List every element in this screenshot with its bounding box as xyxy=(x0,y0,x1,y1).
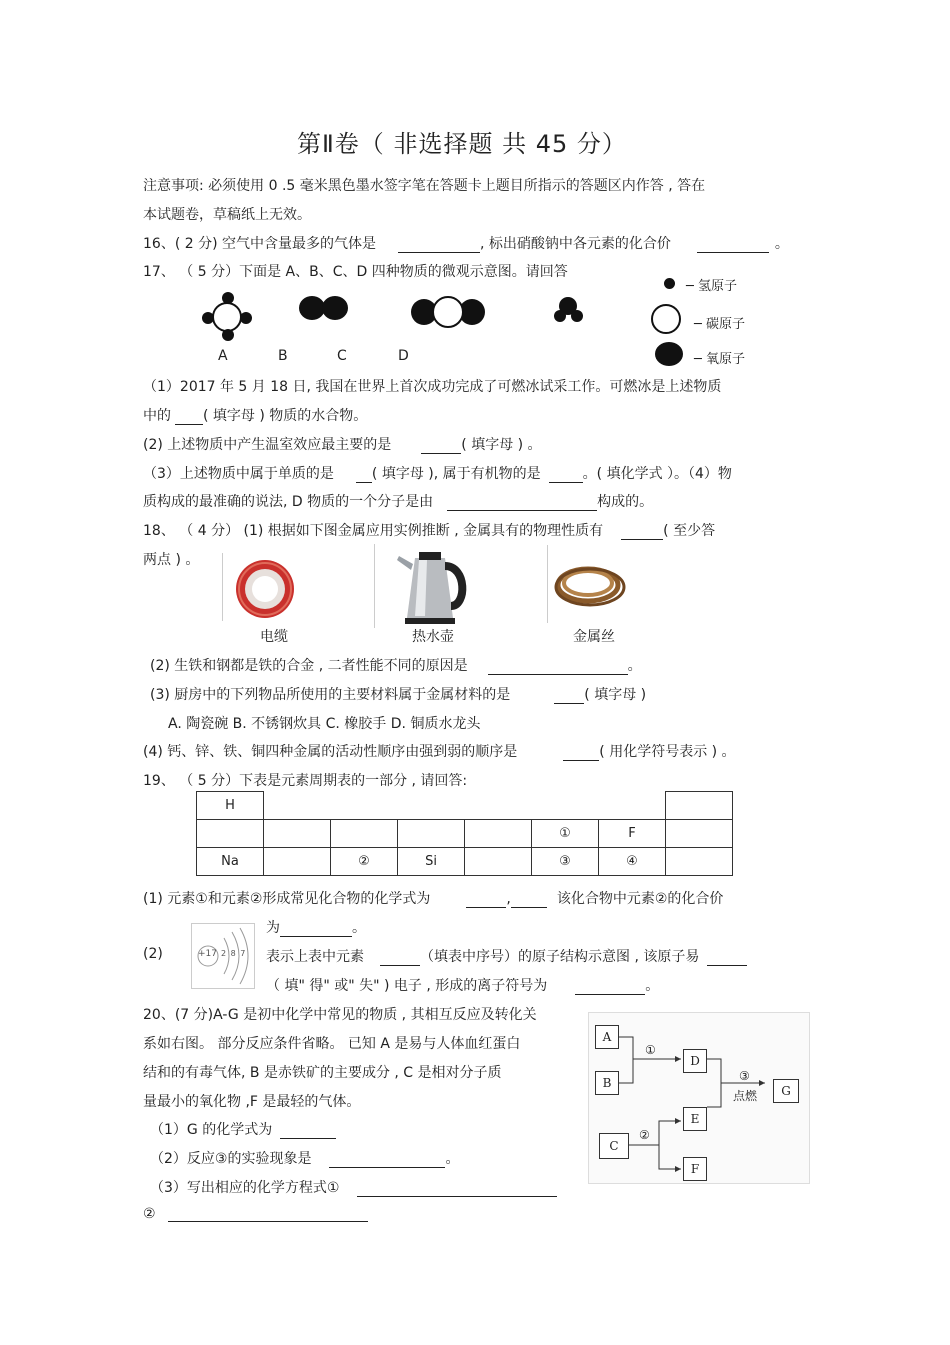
q17-blank-1[interactable] xyxy=(175,410,203,425)
q20-blank-4[interactable] xyxy=(168,1207,368,1222)
q20-line-1: 20、(7 分)A-G 是初中化学中常见的物质 , 其相互反应及转化关 xyxy=(143,1007,537,1023)
q20-part2: （2）反应③的实验现象是 。 xyxy=(150,1151,460,1167)
node-g: G xyxy=(773,1079,799,1103)
page-title: 第Ⅱ卷（ 非选择题 共 45 分） xyxy=(297,130,627,158)
q20-line-3: 结和的有毒气体, B 是赤铁矿的主要成分 , C 是相对分子质 xyxy=(143,1065,502,1081)
reaction-2-label: ② xyxy=(639,1128,650,1142)
q18-part1-b: 两点 ) 。 xyxy=(143,552,200,568)
periodic-table xyxy=(196,791,733,876)
q20-blank-3[interactable] xyxy=(357,1182,557,1197)
q19-blank-2[interactable] xyxy=(511,893,547,908)
node-a: A xyxy=(595,1025,619,1049)
reaction-diagram xyxy=(588,1012,810,1184)
q17-part3: （3）上述物质中属于单质的是 ( 填字母 ), 属于有机物的是 。( 填化学式 ）。（4）物 xyxy=(143,466,732,482)
q18-blank-1[interactable] xyxy=(621,525,663,540)
q17-part1-b: 中的 ( 填字母 ) 物质的水合物。 xyxy=(143,408,368,424)
q17-blank-3[interactable] xyxy=(356,468,372,483)
q20-part4: ② xyxy=(143,1206,368,1222)
q18-part1: 18、 （ 4 分） (1) 根据如下图金属应用实例推断 , 金属具有的物理性质有 ( 至少答 xyxy=(143,523,716,539)
question-16 xyxy=(143,233,789,253)
q19-blank-4[interactable] xyxy=(380,951,420,966)
q19-blank-5[interactable] xyxy=(707,951,747,966)
q19-part2: 表示上表中元素 （填表中序号）的原子结构示意图 , 该原子易 xyxy=(266,946,747,966)
q17-part2: (2) 上述物质中产生温室效应最主要的是 ( 填字母 ) 。 xyxy=(143,437,542,453)
pt-cell-3: ③ xyxy=(532,848,599,876)
q20-blank-1[interactable] xyxy=(280,1124,336,1139)
kettle-image xyxy=(374,544,487,628)
molecule-label-a: A xyxy=(218,348,228,364)
metal-wire-image xyxy=(547,545,630,623)
q16-text-b: , 标出硝酸钠中各元素的化合价 xyxy=(480,236,671,252)
q16-blank-2[interactable] xyxy=(697,238,769,253)
atom-structure-diagram: +17 2 8 7 xyxy=(191,923,255,989)
q17-blank-5[interactable] xyxy=(447,496,597,511)
q18-part3: (3) 厨房中的下列物品所使用的主要材料属于金属材料的是 ( 填字母 ) xyxy=(150,687,647,703)
node-c: C xyxy=(599,1133,629,1159)
q17-blank-4[interactable] xyxy=(549,468,583,483)
q18-blank-3[interactable] xyxy=(554,689,584,704)
pt-cell-1: ① xyxy=(532,820,599,848)
molecule-label-c: C xyxy=(337,348,347,364)
notice-line-2: 本试题卷，草稿纸上无效。 xyxy=(143,207,311,223)
q20-blank-2[interactable] xyxy=(329,1153,445,1168)
q19-blank-3[interactable] xyxy=(280,922,352,937)
carbon-atom-icon xyxy=(651,304,681,334)
notice-line-1: 注意事项: 必须使用 0 .5 毫米黑色墨水签字笔在答题卡上题目所指示的答题区内作答 , 答在 xyxy=(143,178,706,194)
pt-cell-na: Na xyxy=(197,848,264,876)
reaction-3-condition: 点燃 xyxy=(733,1089,758,1103)
q18-blank-4[interactable] xyxy=(563,746,599,761)
caption-cable: 电缆 xyxy=(260,629,288,645)
q20-part1: （1）G 的化学式为 xyxy=(150,1119,336,1139)
pt-cell-2: ② xyxy=(331,848,398,876)
q16-blank-1[interactable] xyxy=(398,238,480,253)
q17-heading: 17、 （ 5 分）下面是 A、B、C、D 四种物质的微观示意图。请回答 xyxy=(143,264,568,280)
legend-hydrogen: ─ 氢原子 xyxy=(686,279,737,294)
node-d: D xyxy=(683,1049,707,1073)
reaction-3-label: ③ xyxy=(739,1069,750,1083)
reaction-1-label: ① xyxy=(645,1043,656,1057)
q17-part1-a: （1）2017 年 5 月 18 日, 我国在世界上首次成功完成了可燃冰试采工作。可燃冰是上述物质 xyxy=(143,379,722,395)
q19-part2-number: (2) xyxy=(143,946,163,962)
q18-blank-2[interactable] xyxy=(488,660,628,675)
q19-blank-1[interactable] xyxy=(466,893,506,908)
q19-part1: (1) 元素①和元素②形成常见化合物的化学式为 , 该化合物中元素②的化合价 xyxy=(143,891,724,907)
caption-wire: 金属丝 xyxy=(573,629,615,645)
pt-cell-r1-c8 xyxy=(666,792,733,820)
q20-line-4: 量最小的氧化物 ,F 是最轻的气体。 xyxy=(143,1094,361,1110)
legend-oxygen: ─ 氧原子 xyxy=(694,352,745,367)
q20-part3: （3）写出相应的化学方程式① xyxy=(150,1177,557,1197)
legend-carbon: ─ 碳原子 xyxy=(694,317,745,332)
q18-part4: (4) 钙、锌、铁、铜四种金属的活动性顺序由强到弱的顺序是 ( 用化学符号表示 ) 。 xyxy=(143,744,736,760)
q18-options: A. 陶瓷碗 B. 不锈钢炊具 C. 橡胶手 D. 铜质水龙头 xyxy=(168,716,481,732)
q17-blank-2[interactable] xyxy=(421,439,461,454)
caption-kettle: 热水壶 xyxy=(412,629,454,645)
cable-image xyxy=(222,553,313,621)
pt-cell-f: F xyxy=(599,820,666,848)
q17-part4: 质构成的最准确的说法, D 物质的一个分子是由 构成的。 xyxy=(143,494,654,510)
pt-cell-4: ④ xyxy=(599,848,666,876)
q16-text-a: 16、( 2 分) 空气中含量最多的气体是 xyxy=(143,236,376,252)
q19-blank-6[interactable] xyxy=(575,980,645,995)
oxygen-atom-icon xyxy=(655,342,683,366)
node-f: F xyxy=(683,1157,707,1181)
pt-cell-h: H xyxy=(197,792,264,820)
node-b: B xyxy=(595,1071,619,1095)
q16-text-c: 。 xyxy=(774,236,789,252)
q20-line-2: 系如右图。 部分反应条件省略。 已知 A 是易与人体血红蛋白 xyxy=(143,1036,521,1052)
hydrogen-atom-icon xyxy=(664,278,675,289)
molecule-label-b: B xyxy=(278,348,288,364)
q19-part2-b: （ 填" 得" 或" 失" ) 电子 , 形成的离子符号为 。 xyxy=(266,978,660,994)
q18-part2: (2) 生铁和钢都是铁的合金 , 二者性能不同的原因是 。 xyxy=(150,658,642,674)
pt-cell-si: Si xyxy=(398,848,465,876)
molecule-label-d: D xyxy=(398,348,409,364)
node-e: E xyxy=(683,1107,707,1131)
q19-heading: 19、 （ 5 分）下表是元素周期表的一部分 , 请回答: xyxy=(143,773,468,789)
q19-part1-b: 为 。 xyxy=(266,920,366,936)
